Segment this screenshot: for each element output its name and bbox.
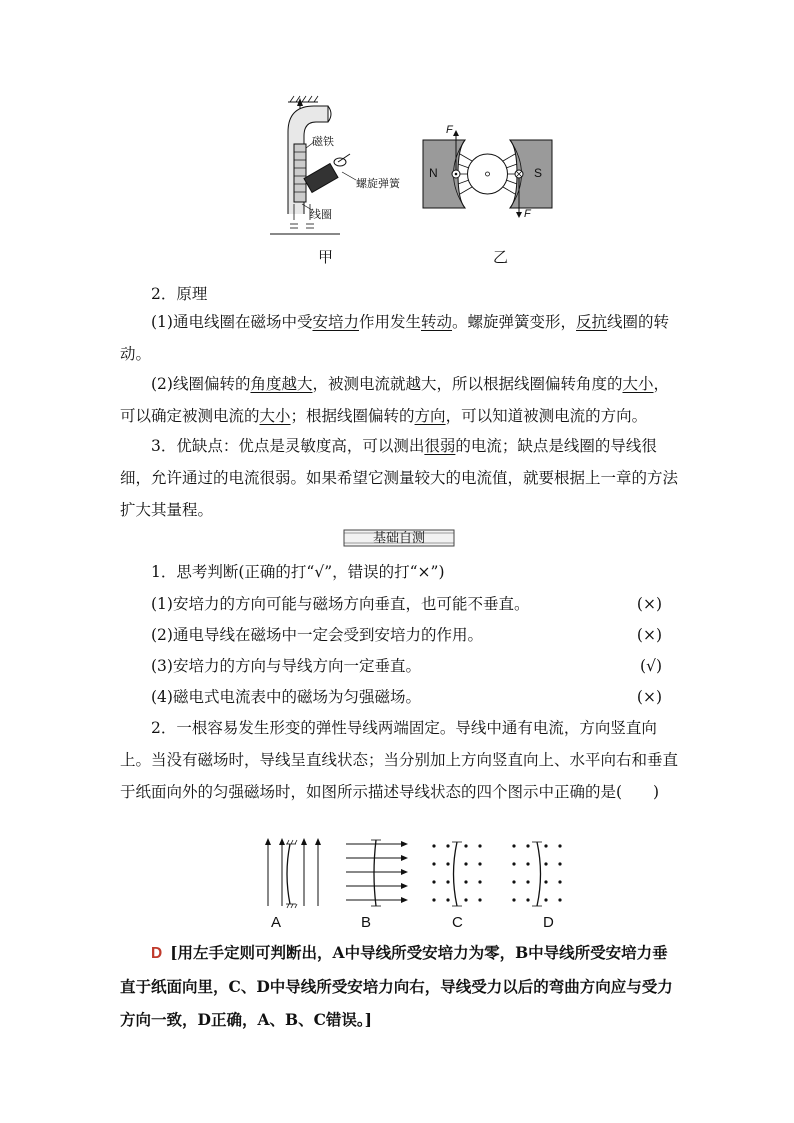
text-run: 的电流；缺点是线圈的导线很细，允许通过的电流很弱。如果希望它测量较大的电流值，就要根据上一章的方法扩大其量程。 xyxy=(120,437,679,519)
quiz1-item xyxy=(120,588,680,620)
text-run: (2)线圈偏转的 xyxy=(151,375,251,393)
quiz1-item-mark: (√) xyxy=(640,657,662,675)
option-b-diagram xyxy=(346,840,408,906)
text-run: (1)通电线圈在磁场中受 xyxy=(151,313,313,331)
option-c-diagram xyxy=(432,842,481,906)
quiz1-item-text: (2)通电导线在磁场中一定会受到安培力的作用。 xyxy=(151,626,483,644)
text-run: 线圈的转动。 xyxy=(120,313,670,363)
quiz2-stem: 2．一根容易发生形变的弹性导线两端固定。导线中通有电流，方向竖直向上。当没有磁场时，导线呈直线状态；当分别加上方向竖直向上、水平向右和垂直于纸面向外的匀强磁场时，如图所示描述导线状态的四个图示中正确的是( ) xyxy=(120,719,679,801)
quiz1-item-mark: (×) xyxy=(636,626,662,644)
badge-label: 基础自测 xyxy=(372,530,425,545)
label-force-top: F xyxy=(446,124,453,136)
text-run: 。螺旋弹簧变形， xyxy=(452,313,577,331)
underlined-answer: 大小 xyxy=(622,375,654,393)
section-heading-principle: 2．原理 xyxy=(151,285,208,303)
label-force-bottom: F xyxy=(524,208,531,220)
quiz1-item-text: (3)安培力的方向与导线方向一定垂直。 xyxy=(151,657,421,675)
answer-explanation xyxy=(120,936,680,1036)
underlined-answer: 转动 xyxy=(421,313,453,331)
text-run: ，可以知道被测电流的方向。 xyxy=(445,407,648,425)
underlined-answer: 很弱 xyxy=(424,437,456,455)
option-a-diagram xyxy=(265,838,321,908)
option-label-b: B xyxy=(361,914,372,931)
answer-text: [用左手定则可判断出，A中导线所受安培力为零，B中导线所受安培力垂直于纸面向里，C、D中导线所受安培力向右，导线受力以后的弯曲方向应与受力方向一致，D正确，A、B、C错误。] xyxy=(120,943,673,1029)
principle-paragraph-2 xyxy=(120,368,680,432)
text-run: ；根据线圈偏转的 xyxy=(290,407,415,425)
quiz1-item-text: (1)安培力的方向可能与磁场方向垂直，也可能不垂直。 xyxy=(151,595,530,613)
figure-yi-caption: 乙 xyxy=(493,248,509,266)
principle-paragraph-1 xyxy=(120,306,680,370)
label-s-pole: S xyxy=(534,166,543,180)
label-n-pole: N xyxy=(429,166,438,180)
quiz1-item-mark: (×) xyxy=(636,595,662,613)
text-run: 作用发生 xyxy=(358,313,421,331)
label-magnet: 磁铁 xyxy=(312,136,334,148)
answer-letter: D xyxy=(151,945,163,962)
underlined-answer: 安培力 xyxy=(312,313,359,331)
option-label-d: D xyxy=(543,914,554,931)
quiz1-item xyxy=(120,650,680,682)
quiz2-option-figures xyxy=(258,836,588,912)
label-spring: 螺旋弹簧 xyxy=(356,178,400,190)
text-run: ，可以确定被测电流的 xyxy=(120,375,670,425)
underlined-answer: 方向 xyxy=(414,407,446,425)
figure-jia-galvanometer xyxy=(270,92,420,242)
label-coil: 线圈 xyxy=(310,209,332,221)
quiz1-item xyxy=(120,619,680,651)
text-run: ，被测电流就越大，所以根据线圈偏转角度的 xyxy=(312,375,623,393)
quiz1-item xyxy=(120,681,680,713)
section-badge xyxy=(343,528,455,548)
underlined-answer: 大小 xyxy=(259,407,291,425)
quiz1-item-mark: (×) xyxy=(636,688,662,706)
pros-cons-paragraph xyxy=(120,430,680,526)
quiz1-heading: 1．思考判断(正确的打“√”，错误的打“×”) xyxy=(151,563,445,581)
underlined-answer: 角度越大 xyxy=(250,375,313,393)
option-d-diagram xyxy=(512,842,561,906)
figure-jia-caption: 甲 xyxy=(318,248,334,266)
underlined-answer: 反抗 xyxy=(576,313,608,331)
quiz1-item-text: (4)磁电式电流表中的磁场为匀强磁场。 xyxy=(151,688,421,706)
option-label-c: C xyxy=(452,914,463,931)
option-label-a: A xyxy=(271,914,282,931)
text-run: 3．优缺点：优点是灵敏度高，可以测出 xyxy=(151,437,425,455)
